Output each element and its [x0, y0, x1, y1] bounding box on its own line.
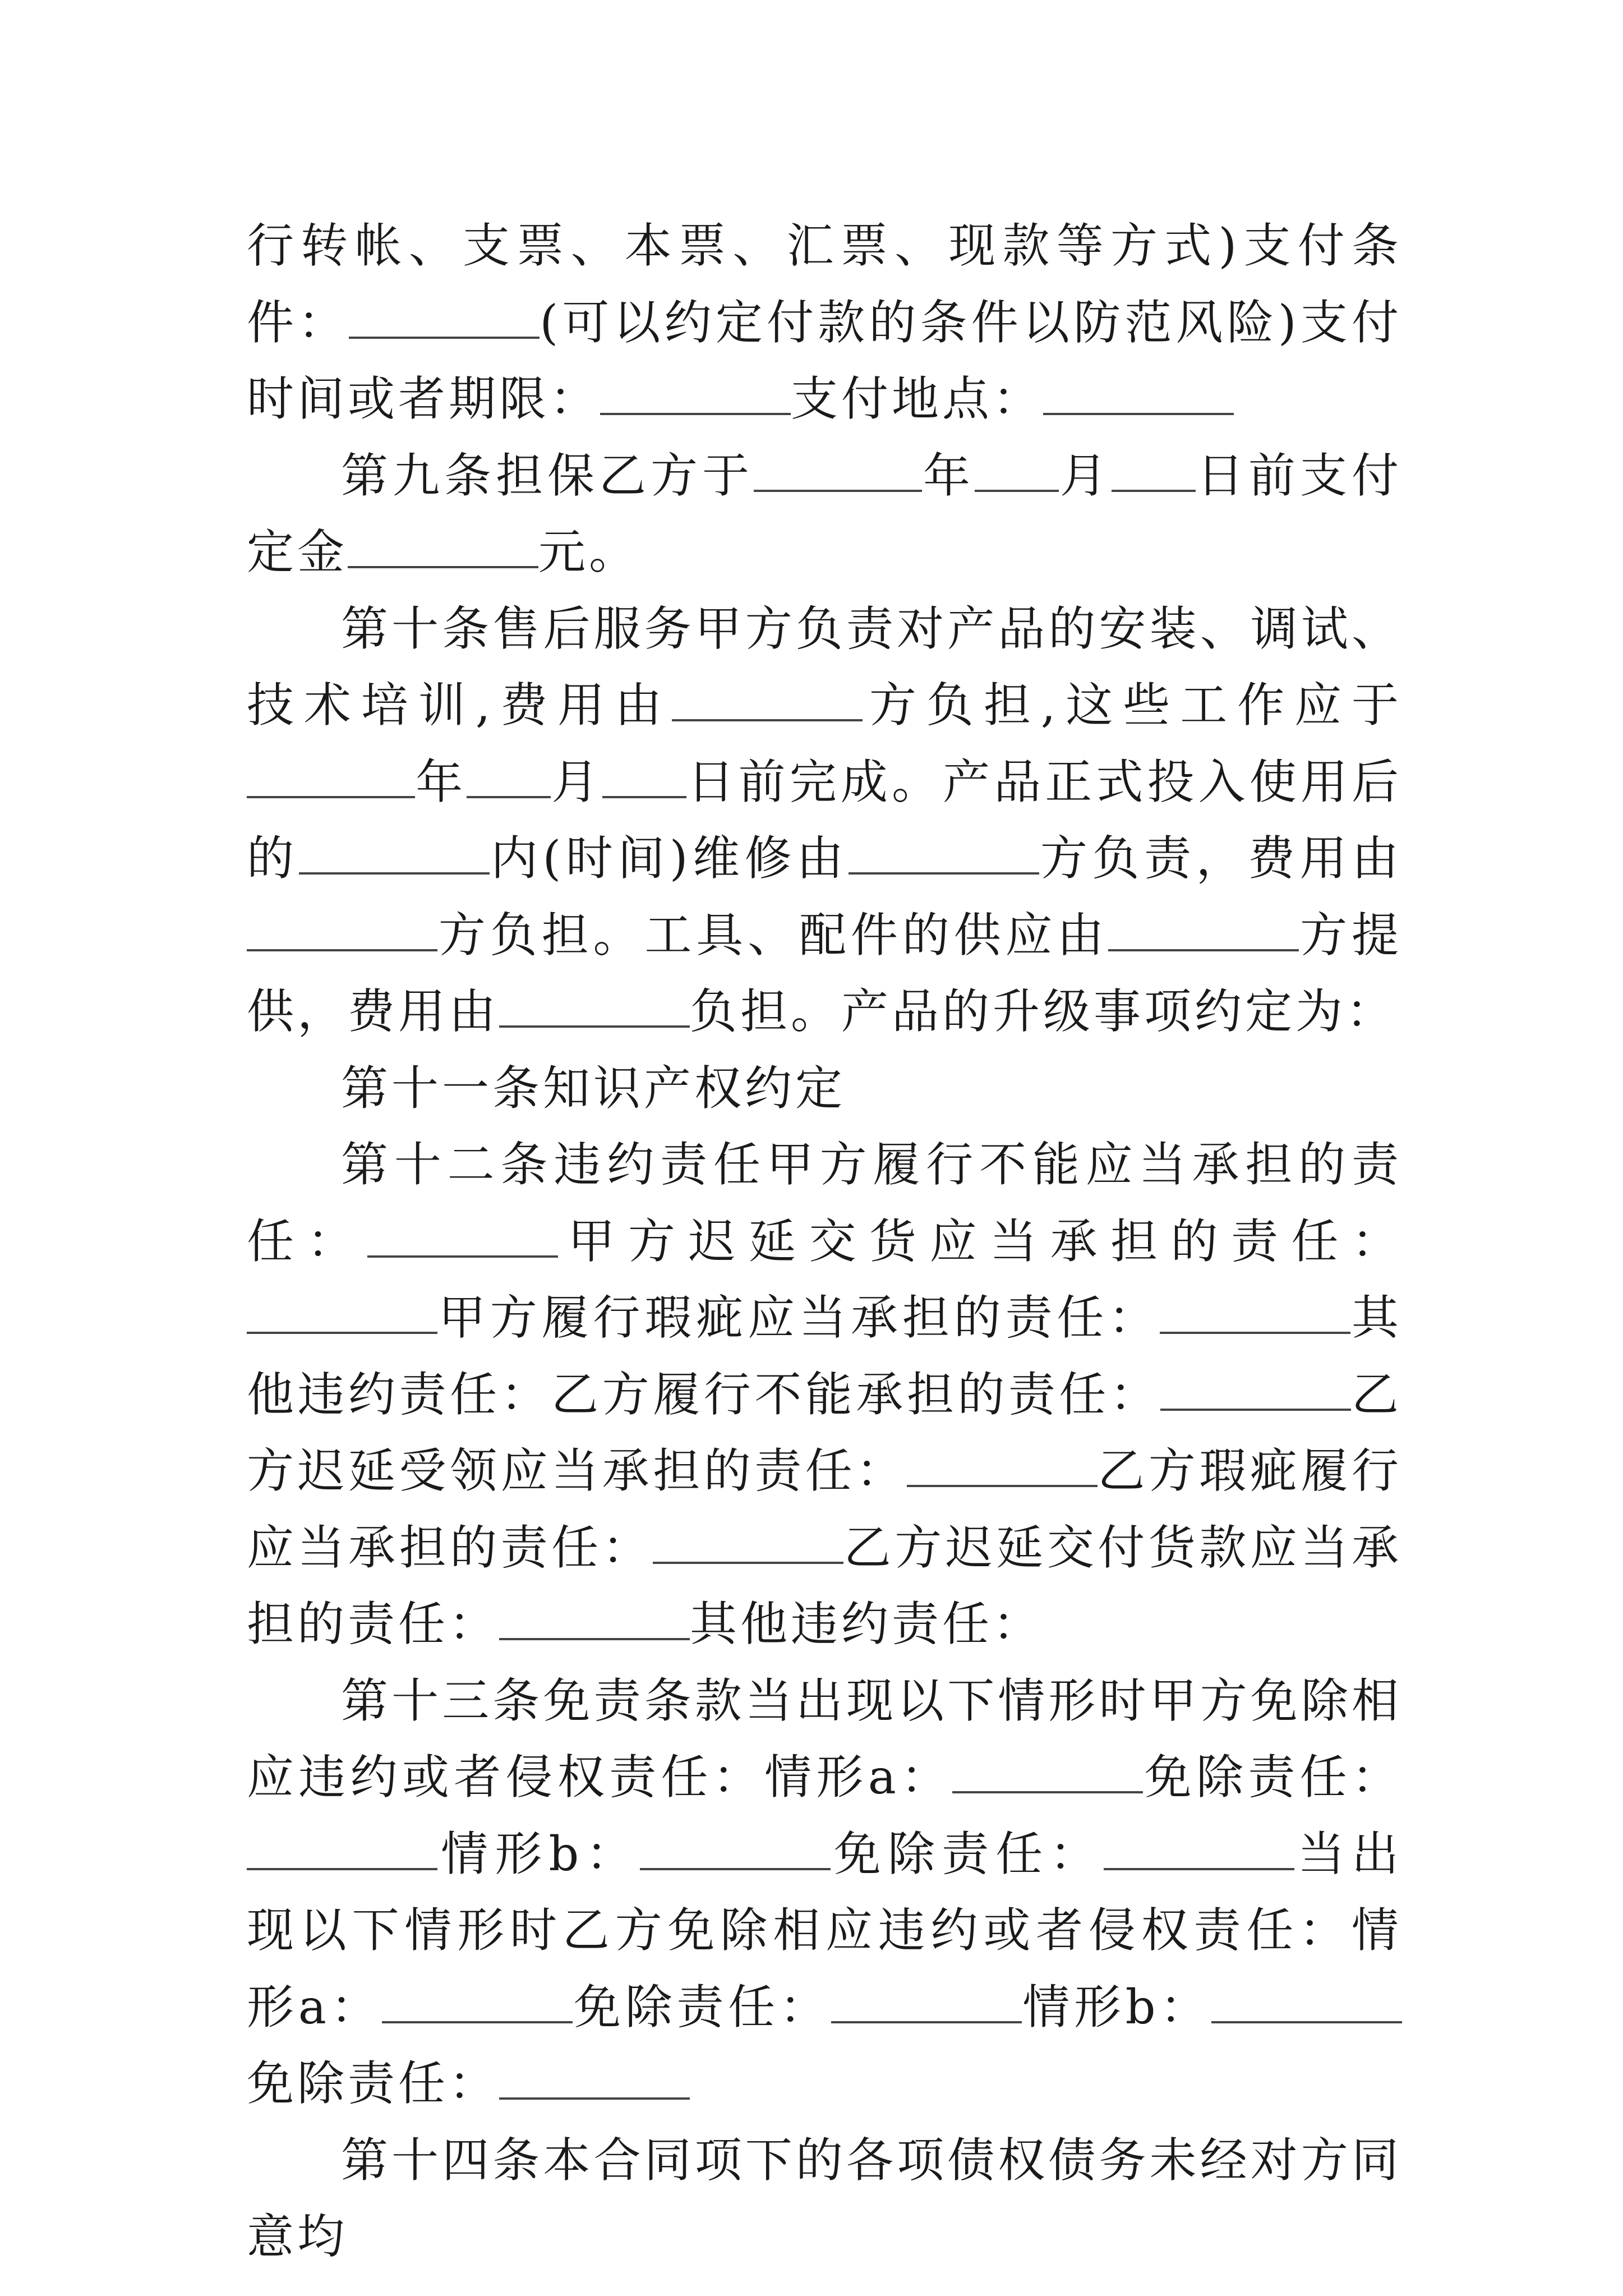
blank-line: [600, 372, 791, 415]
text-segment: 免除责任：: [830, 1826, 1104, 1881]
text-segment: 年: [415, 754, 467, 809]
blank-line: [247, 1828, 437, 1870]
paragraph-article-13: [247, 1663, 1402, 2122]
text-segment: 第十条售后服务甲方负责对产品的安装、调试、技术培训,费用由: [247, 601, 1402, 733]
text-segment: 支付地点：: [791, 371, 1044, 426]
blank-line: [754, 449, 922, 492]
paragraph-article-12: [247, 1126, 1402, 1663]
text-segment: 情形b：: [1021, 1979, 1211, 2035]
blank-line: [499, 985, 690, 1028]
blank-line: [1043, 372, 1234, 415]
blank-line: [1104, 1828, 1294, 1870]
text-segment: 乙方迟延交付货款应当承担的责任：: [247, 1520, 1402, 1651]
paragraph-article-9: [247, 438, 1402, 591]
text-segment: 内(时间)维修由: [489, 831, 849, 886]
text-segment: 第十二条违约责任甲方履行不能应当承担的责任：: [247, 1137, 1402, 1269]
blank-line: [1160, 1368, 1351, 1411]
blank-line: [1211, 1981, 1402, 2023]
blank-line: [602, 756, 686, 798]
text-segment: 第十一条知识产权约定: [341, 1060, 846, 1116]
paragraph-payment-terms: [247, 208, 1402, 438]
blank-line: [349, 296, 540, 339]
text-segment: 免除责任：: [247, 2056, 500, 2111]
blank-line: [348, 526, 538, 568]
blank-line: [247, 909, 437, 951]
blank-line: [299, 832, 490, 875]
blank-line: [382, 1981, 573, 2023]
text-segment: 元。: [538, 524, 640, 579]
text-segment: 方负担。工具、配件的供应由: [437, 907, 1109, 963]
text-segment: 月: [551, 754, 603, 809]
text-segment: 方负责，费用由: [1039, 831, 1402, 886]
blank-line: [247, 1291, 437, 1334]
text-segment: 日前支付定金: [247, 448, 1402, 579]
text-segment: 情形b：: [437, 1826, 640, 1881]
blank-line: [653, 1521, 843, 1564]
text-segment: 日前完成。产品正式投入使用后的: [247, 754, 1402, 886]
text-segment: 其他违约责任：乙方履行不能承担的责任：: [247, 1290, 1402, 1422]
blank-line: [907, 1444, 1098, 1487]
text-segment: 第九条担保乙方于: [341, 448, 754, 503]
text-segment: 方负担,这些工作应于: [863, 678, 1402, 733]
text-segment: 乙方瑕疵履行应当承担的责任：: [247, 1443, 1402, 1575]
text-segment: 第十四条本合同项下的各项债权债务未经对方同意均: [247, 2132, 1402, 2264]
text-segment: 年: [921, 448, 975, 503]
text-segment: 方提供，费用由: [247, 907, 1402, 1039]
text-segment: 免除责任：: [1143, 1750, 1402, 1805]
blank-line: [952, 1751, 1143, 1793]
blank-line: [1108, 909, 1299, 951]
paragraph-article-14: [247, 2122, 1402, 2275]
paragraph-article-11: [247, 1050, 1402, 1127]
blank-line: [1160, 1291, 1350, 1334]
text-segment: 负担。产品的升级事项约定为：: [690, 984, 1397, 1039]
blank-line: [467, 756, 551, 798]
text-segment: 月: [1058, 448, 1112, 503]
text-segment: 第十三条免责条款当出现以下情形时甲方免除相应违约或者侵权责任：情形a：: [247, 1673, 1402, 1805]
text-segment: 乙方迟延受领应当承担的责任：: [247, 1366, 1402, 1498]
text-segment: (可以约定付款的条件以防范风险)支付时间或者期限：: [247, 295, 1402, 426]
blank-line: [247, 756, 415, 798]
blank-line: [975, 449, 1059, 492]
blank-line: [831, 1981, 1022, 2023]
text-segment: 行转帐、支票、本票、汇票、现款等方式)支付条件：: [247, 218, 1402, 350]
text-segment: 甲方迟延交货应当承担的责任：: [558, 1213, 1402, 1269]
contract-body: [247, 208, 1402, 2275]
text-segment: 免除责任：: [573, 1979, 831, 2035]
text-segment: 甲方履行瑕疵应当承担的责任：: [437, 1290, 1160, 1345]
text-segment: 其他违约责任：: [690, 1596, 1044, 1651]
blank-line: [849, 832, 1039, 875]
blank-line: [499, 2057, 690, 2100]
text-segment: 当出现以下情形时乙方免除相应违约或者侵权责任：情形a：: [247, 1826, 1402, 2035]
paragraph-article-10: [247, 591, 1402, 1050]
blank-line: [499, 1598, 690, 1640]
blank-line: [640, 1828, 831, 1870]
blank-line: [1112, 449, 1196, 492]
blank-line: [367, 1215, 558, 1258]
blank-line: [672, 679, 863, 721]
